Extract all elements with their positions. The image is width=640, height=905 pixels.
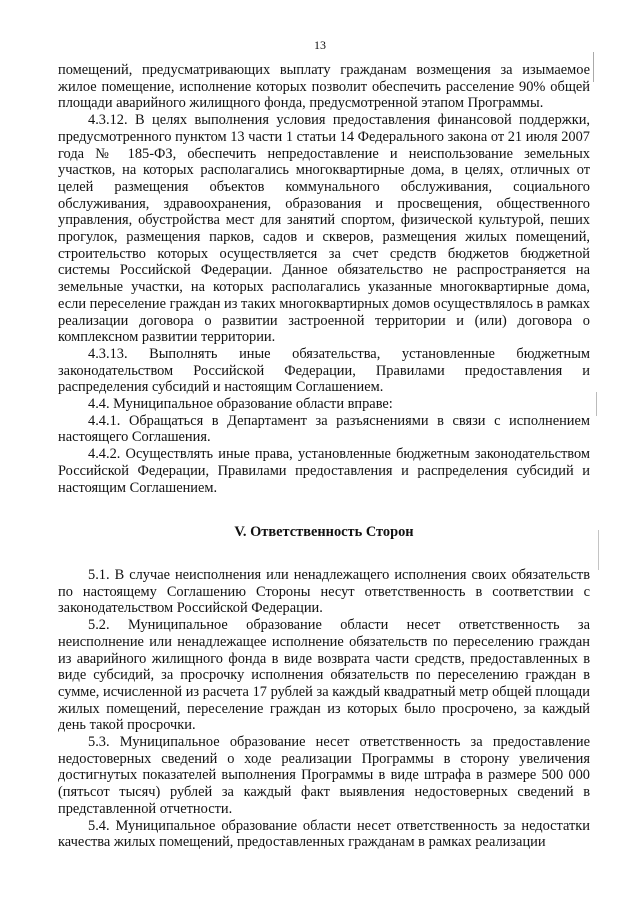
paragraph-continuation: помещений, предусматривающих выплату гражданам возмещения за изымаемое жилое помещение, исполнение которых позволит обеспечить расселение 90% общей площади аварийного жилищного фонда, предусмотренной этапом Программы. (58, 62, 590, 112)
paragraph-5-2: 5.2. Муниципальное образование области несет ответственность за неисполнение или ненадлежащее исполнение обязательств по переселению граждан из аварийного жилищного фонда в виде возврата части средств, предоставленных в виде субсидий, за просрочку исполнения обязательств по переселению граждан в сумме, исчисленной из расчета 17 рублей за каждый квадратный метр общей площади жилых помещений, переселение граждан из которых было просрочено, за каждый день такой просрочки. (58, 617, 590, 734)
page-number: 13 (314, 38, 326, 52)
paragraph-5-4: 5.4. Муниципальное образование области несет ответственность за недостатки качества жилых помещений, предоставленных гражданам в рамках реализации (58, 817, 590, 851)
paragraph-4-4-2: 4.4.2. Осуществлять иные права, установленные бюджетным законодательством Российской Федерации, Правилами предоставления и распределения субсидий и настоящим Соглашением. (58, 446, 590, 496)
paragraph-4-3-13: 4.3.13. Выполнять иные обязательства, установленные бюджетным законодательством Российской Федерации, Правилами предоставления и распределения субсидий и настоящим Соглашением. (58, 345, 590, 396)
paragraph-4-4-1: 4.4.1. Обращаться в Департамент за разъяснениями в связи с исполнением настоящего Соглашения. (58, 412, 590, 446)
scan-margin-line (596, 392, 597, 416)
scan-margin-line (593, 52, 594, 82)
paragraph-4-3-12: 4.3.12. В целях выполнения условия предоставления финансовой поддержки, предусмотренного пунктом 13 части 1 статьи 14 Федерального закона от 21 июля 2007 года № 185-ФЗ, обеспечить непредоставление и неиспользование земельных участков, на которых располагались многоквартирные дома, в целях, отличных от целей размещения объектов коммунального обслуживания, социального обслуживания, здравоохранения, образования и просвещения, общественного управления, обустройства мест для занятий спортом, физической культурой, пеших прогулок, размещения парков, садов и скверов, размещения жилых помещений, строительство которых осуществляется за счет средств бюджетов бюджетной системы Российской Федерации. Данное обязательство не распространяется на земельные участки, на которых располагались указанные многоквартирные дома, если переселение граждан из таких многоквартирных домов осуществлялось в рамках реализации договора о развитии застроенной территории и (или) договора о комплексном развитии территории. (58, 112, 590, 346)
paragraph-5-1: 5.1. В случае неисполнения или ненадлежащего исполнения своих обязательств по настоящему Соглашению Стороны несут ответственность в соответствии с законодательством Российской Федерации. (58, 566, 590, 617)
document-body (58, 62, 590, 851)
paragraph-5-3: 5.3. Муниципальное образование несет ответственность за предоставление недостоверных сведений о ходе реализации Программы в сторону увеличения достигнутых показателей выполнения Программы в виде штрафа в размере 500 000 (пятьсот тысяч) рублей за каждый факт выявления недостоверных сведений в представленной отчетности. (58, 734, 590, 817)
scan-margin-line (598, 530, 599, 570)
section-heading: V. Ответственность Сторон (234, 524, 414, 541)
paragraph-4-4: 4.4. Муниципальное образование области вправе: (88, 396, 393, 413)
